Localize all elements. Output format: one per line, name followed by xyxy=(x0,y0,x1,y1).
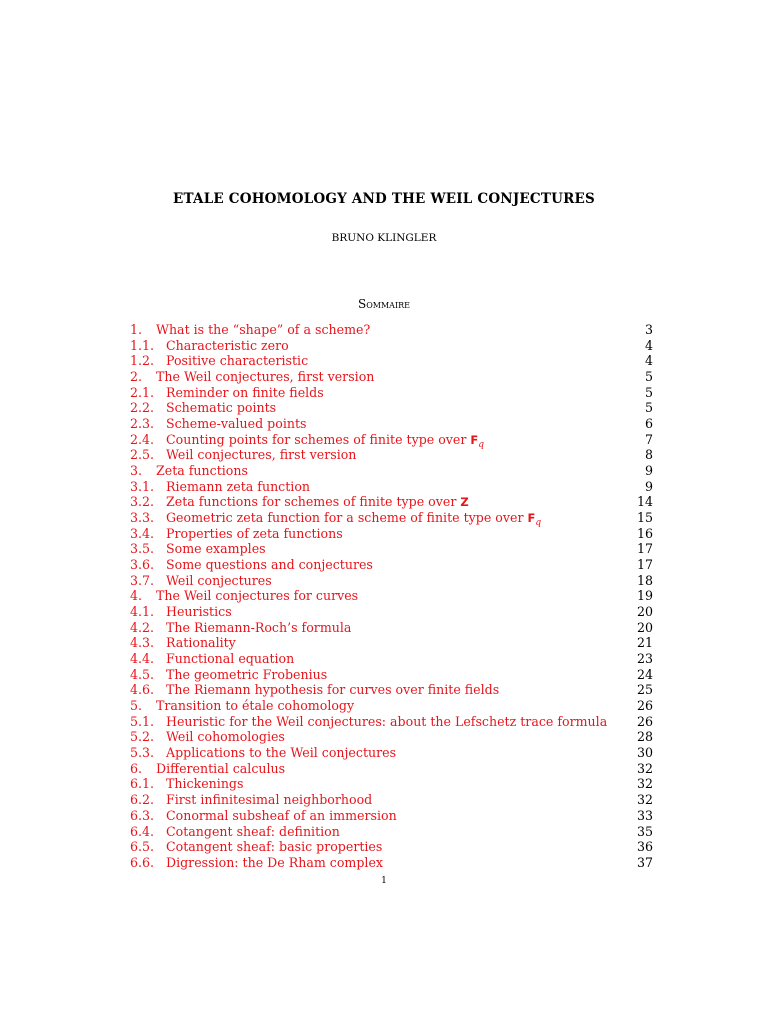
toc-entry-number: 3. xyxy=(130,463,143,479)
toc-entry-link[interactable] xyxy=(156,698,354,714)
toc-entry[interactable] xyxy=(130,635,653,651)
toc-entry-title: Weil conjectures xyxy=(166,572,272,588)
toc-entry[interactable] xyxy=(130,761,653,777)
toc-entry-number: 2.4. xyxy=(130,431,155,447)
toc-entry[interactable] xyxy=(130,369,653,385)
toc-entry-title: Geometric zeta function for a scheme of finite type over xyxy=(166,510,528,526)
toc-entry-page: 24 xyxy=(636,666,653,682)
toc-entry-number: 6.3. xyxy=(130,807,155,823)
toc-entry-title: Characteristic zero xyxy=(166,337,289,353)
toc-entry-title: Thickenings xyxy=(166,776,244,792)
toc-entry-number: 1.1. xyxy=(130,337,155,353)
toc-entry-title: Conormal subsheaf of an immersion xyxy=(166,807,397,823)
toc-entry-number: 2. xyxy=(130,369,143,385)
toc-entry[interactable] xyxy=(130,776,653,792)
toc-entry[interactable] xyxy=(130,824,653,840)
toc-entry-title: The Weil conjectures, first version xyxy=(156,369,375,385)
toc-entry-number: 3.4. xyxy=(130,525,155,541)
toc-entry[interactable] xyxy=(130,855,653,871)
toc-entry-title: Scheme-valued points xyxy=(166,416,307,432)
toc-entry-link[interactable] xyxy=(166,338,289,354)
toc-entry[interactable] xyxy=(130,588,653,604)
toc-entry-title: Some questions and conjectures xyxy=(166,557,373,573)
toc-entry-title: Rationality xyxy=(166,635,236,651)
field-symbol: F xyxy=(470,432,479,447)
toc-entry-link[interactable] xyxy=(156,322,370,338)
toc-entry[interactable] xyxy=(130,510,653,529)
toc-entry[interactable] xyxy=(130,573,653,589)
toc-entry-title: The Riemann hypothesis for curves over finite fields xyxy=(166,682,500,698)
toc-entry-number: 5.1. xyxy=(130,713,155,729)
toc-entry-page: 14 xyxy=(636,494,653,510)
toc-entry-link[interactable] xyxy=(166,776,243,792)
toc-entry-page: 32 xyxy=(636,792,653,808)
toc-entry[interactable] xyxy=(130,385,653,401)
toc-entry-page: 35 xyxy=(636,823,653,839)
toc-entry-number: 6.6. xyxy=(130,854,155,870)
toc-entry-page: 18 xyxy=(636,572,653,588)
page-number: 1 xyxy=(381,876,387,886)
toc-entry-link[interactable] xyxy=(166,839,382,855)
toc-entry[interactable] xyxy=(130,745,653,761)
toc-entry-title: Some examples xyxy=(166,541,266,557)
toc-entry[interactable] xyxy=(130,604,653,620)
table-of-contents xyxy=(130,322,653,871)
toc-entry-page: 5 xyxy=(644,369,653,385)
toc-entry[interactable] xyxy=(130,526,653,542)
toc-entry-page: 8 xyxy=(644,447,653,463)
toc-entry-number: 1. xyxy=(130,322,143,337)
toc-entry-number: 4.3. xyxy=(130,635,155,651)
toc-entry-title: Cotangent sheaf: basic properties xyxy=(166,839,383,855)
toc-entry-title: Digression: the De Rham complex xyxy=(166,854,384,870)
toc-entry-page: 5 xyxy=(644,384,653,400)
toc-entry-title: Zeta functions xyxy=(156,463,248,479)
toc-entry-title: Heuristics xyxy=(166,604,232,620)
toc-entry[interactable] xyxy=(130,557,653,573)
toc-entry-number: 4.4. xyxy=(130,651,155,667)
toc-entry-link[interactable] xyxy=(156,761,285,777)
toc-entry-page: 17 xyxy=(636,541,653,557)
toc-entry-page: 23 xyxy=(636,651,653,667)
toc-entry[interactable] xyxy=(130,808,653,824)
toc-entry-number: 4.2. xyxy=(130,619,155,635)
toc-entry-title: Counting points for schemes of finite type over xyxy=(166,431,471,447)
toc-entry-number: 4. xyxy=(130,588,143,604)
toc-entry-title: Properties of zeta functions xyxy=(166,525,343,541)
toc-entry-title: Positive characteristic xyxy=(166,353,309,369)
toc-entry-page: 20 xyxy=(636,619,653,635)
toc-entry[interactable] xyxy=(130,447,653,463)
toc-entry-title: Weil conjectures, first version xyxy=(166,447,357,463)
field-subscript: q xyxy=(478,439,485,450)
toc-entry-page: 16 xyxy=(636,525,653,541)
toc-entry-title: Schematic points xyxy=(166,400,277,416)
toc-entry[interactable] xyxy=(130,792,653,808)
toc-entry-title: The geometric Frobenius xyxy=(166,666,328,682)
toc-entry-link[interactable] xyxy=(166,745,396,761)
toc-entry-link[interactable] xyxy=(166,729,285,745)
toc-entry-link[interactable] xyxy=(166,526,343,542)
toc-entry-number: 6.5. xyxy=(130,839,155,855)
toc-entry-title: The Weil conjectures for curves xyxy=(156,588,359,604)
toc-entry-number: 2.2. xyxy=(130,400,155,416)
toc-entry-page: 26 xyxy=(636,713,653,729)
toc-entry-link[interactable] xyxy=(166,573,272,589)
toc-entry-link[interactable] xyxy=(166,620,351,636)
toc-entry[interactable] xyxy=(130,463,653,479)
toc-entry-page: 32 xyxy=(636,776,653,792)
toc-entry-number: 4.5. xyxy=(130,666,155,682)
toc-entry-title: Differential calculus xyxy=(156,760,286,776)
toc-entry-page: 3 xyxy=(644,322,653,337)
toc-entry-page: 9 xyxy=(644,463,653,479)
toc-entry-number: 2.3. xyxy=(130,416,155,432)
toc-entry-page: 30 xyxy=(636,745,653,761)
toc-entry[interactable] xyxy=(130,651,653,667)
toc-entry-number: 6.2. xyxy=(130,792,155,808)
author-name: BRUNO KLINGLER xyxy=(331,232,437,244)
field-subscript: q xyxy=(535,518,542,529)
toc-entry-title: The Riemann-Roch’s formula xyxy=(166,619,352,635)
toc-entry-page: 36 xyxy=(636,839,653,855)
toc-entry-page: 19 xyxy=(636,588,653,604)
toc-entry-title: Transition to étale cohomology xyxy=(156,698,355,714)
toc-entry-number: 1.2. xyxy=(130,353,155,369)
toc-entry-number: 2.1. xyxy=(130,384,155,400)
toc-entry[interactable] xyxy=(130,479,653,495)
toc-entry-title: Weil cohomologies xyxy=(166,729,285,745)
toc-entry-link[interactable] xyxy=(166,855,383,871)
toc-entry-link[interactable] xyxy=(166,400,276,416)
toc-entry-page: 21 xyxy=(636,635,653,651)
toc-entry-number: 3.3. xyxy=(130,510,155,526)
toc-entry-link[interactable] xyxy=(156,463,248,479)
toc-entry-link[interactable] xyxy=(166,667,327,683)
toc-entry-title: What is the “shape” of a scheme? xyxy=(156,322,371,337)
toc-entry-link[interactable] xyxy=(166,385,324,401)
toc-entry-number: 3.6. xyxy=(130,557,155,573)
toc-entry-number: 3.5. xyxy=(130,541,155,557)
toc-entry-page: 6 xyxy=(644,416,653,432)
toc-entry[interactable] xyxy=(130,353,653,369)
paper-title: ETALE COHOMOLOGY AND THE WEIL CONJECTURES xyxy=(173,191,595,207)
toc-entry-page: 4 xyxy=(644,353,653,369)
toc-entry-page: 20 xyxy=(636,604,653,620)
toc-entry-page: 33 xyxy=(636,807,653,823)
toc-entry[interactable] xyxy=(130,541,653,557)
toc-entry[interactable] xyxy=(130,338,653,354)
toc-entry-link[interactable] xyxy=(166,494,469,511)
toc-entry-link[interactable] xyxy=(166,824,340,840)
toc-entry-link[interactable] xyxy=(166,635,236,651)
toc-entry-link[interactable] xyxy=(166,808,397,824)
toc-entry-link[interactable] xyxy=(166,479,310,495)
toc-entry-page: 7 xyxy=(644,431,653,447)
toc-entry-link[interactable] xyxy=(156,588,358,604)
toc-entry-title: Riemann zeta function xyxy=(166,478,311,494)
toc-entry-link[interactable] xyxy=(156,369,374,385)
toc-entry-number: 6.1. xyxy=(130,776,155,792)
toc-entry[interactable] xyxy=(130,432,653,448)
toc-heading: Sommaire xyxy=(358,297,410,311)
toc-entry-page: 9 xyxy=(644,478,653,494)
toc-entry[interactable] xyxy=(130,494,653,510)
toc-entry[interactable] xyxy=(130,839,653,855)
toc-entry[interactable] xyxy=(130,729,653,745)
toc-entry[interactable] xyxy=(130,400,653,416)
toc-entry-number: 4.1. xyxy=(130,604,155,620)
toc-entry-page: 28 xyxy=(636,729,653,745)
toc-entry-link[interactable] xyxy=(166,682,499,698)
toc-entry-number: 5.3. xyxy=(130,745,155,761)
toc-entry[interactable] xyxy=(130,416,653,432)
toc-entry-page: 17 xyxy=(636,557,653,573)
toc-entry-title: Zeta functions for schemes of finite type over xyxy=(166,494,461,510)
toc-entry-link[interactable] xyxy=(166,353,308,369)
toc-entry-link[interactable] xyxy=(166,604,232,620)
toc-entry-link[interactable] xyxy=(166,416,306,432)
toc-entry-title: Heuristic for the Weil conjectures: about the Lefschetz trace formula xyxy=(166,713,608,729)
toc-entry-page: 25 xyxy=(636,682,653,698)
toc-entry-link[interactable] xyxy=(166,557,373,573)
toc-entry[interactable] xyxy=(130,667,653,683)
toc-entry-title: Functional equation xyxy=(166,651,295,667)
toc-entry[interactable] xyxy=(130,682,653,698)
toc-entry-link[interactable] xyxy=(166,651,294,667)
toc-entry-number: 5.2. xyxy=(130,729,155,745)
toc-entry-number: 6. xyxy=(130,760,143,776)
field-symbol: Z xyxy=(460,495,469,510)
toc-entry-number: 3.2. xyxy=(130,494,155,510)
toc-entry-page: 4 xyxy=(644,337,653,353)
toc-entry[interactable] xyxy=(130,698,653,714)
toc-entry-title: Reminder on finite fields xyxy=(166,384,324,400)
toc-entry[interactable] xyxy=(130,322,653,338)
toc-entry-title: Applications to the Weil conjectures xyxy=(166,745,397,761)
toc-entry-page: 15 xyxy=(636,510,653,526)
toc-entry-number: 3.7. xyxy=(130,572,155,588)
toc-entry-link[interactable] xyxy=(166,792,372,808)
toc-entry-number: 2.5. xyxy=(130,447,155,463)
toc-entry-number: 6.4. xyxy=(130,823,155,839)
toc-entry-number: 5. xyxy=(130,698,143,714)
toc-entry-link[interactable] xyxy=(166,447,356,463)
toc-entry-page: 37 xyxy=(636,854,653,870)
toc-entry-page: 26 xyxy=(636,698,653,714)
toc-entry-page: 5 xyxy=(644,400,653,416)
toc-entry-link[interactable] xyxy=(166,714,607,730)
toc-entry[interactable] xyxy=(130,714,653,730)
toc-entry-number: 3.1. xyxy=(130,478,155,494)
toc-entry-page: 32 xyxy=(636,760,653,776)
field-symbol: F xyxy=(527,511,536,526)
toc-entry-number: 4.6. xyxy=(130,682,155,698)
toc-entry-title: First infinitesimal neighborhood xyxy=(166,792,373,808)
toc-entry[interactable] xyxy=(130,620,653,636)
toc-entry-title: Cotangent sheaf: definition xyxy=(166,823,340,839)
toc-entry-link[interactable] xyxy=(166,541,266,557)
